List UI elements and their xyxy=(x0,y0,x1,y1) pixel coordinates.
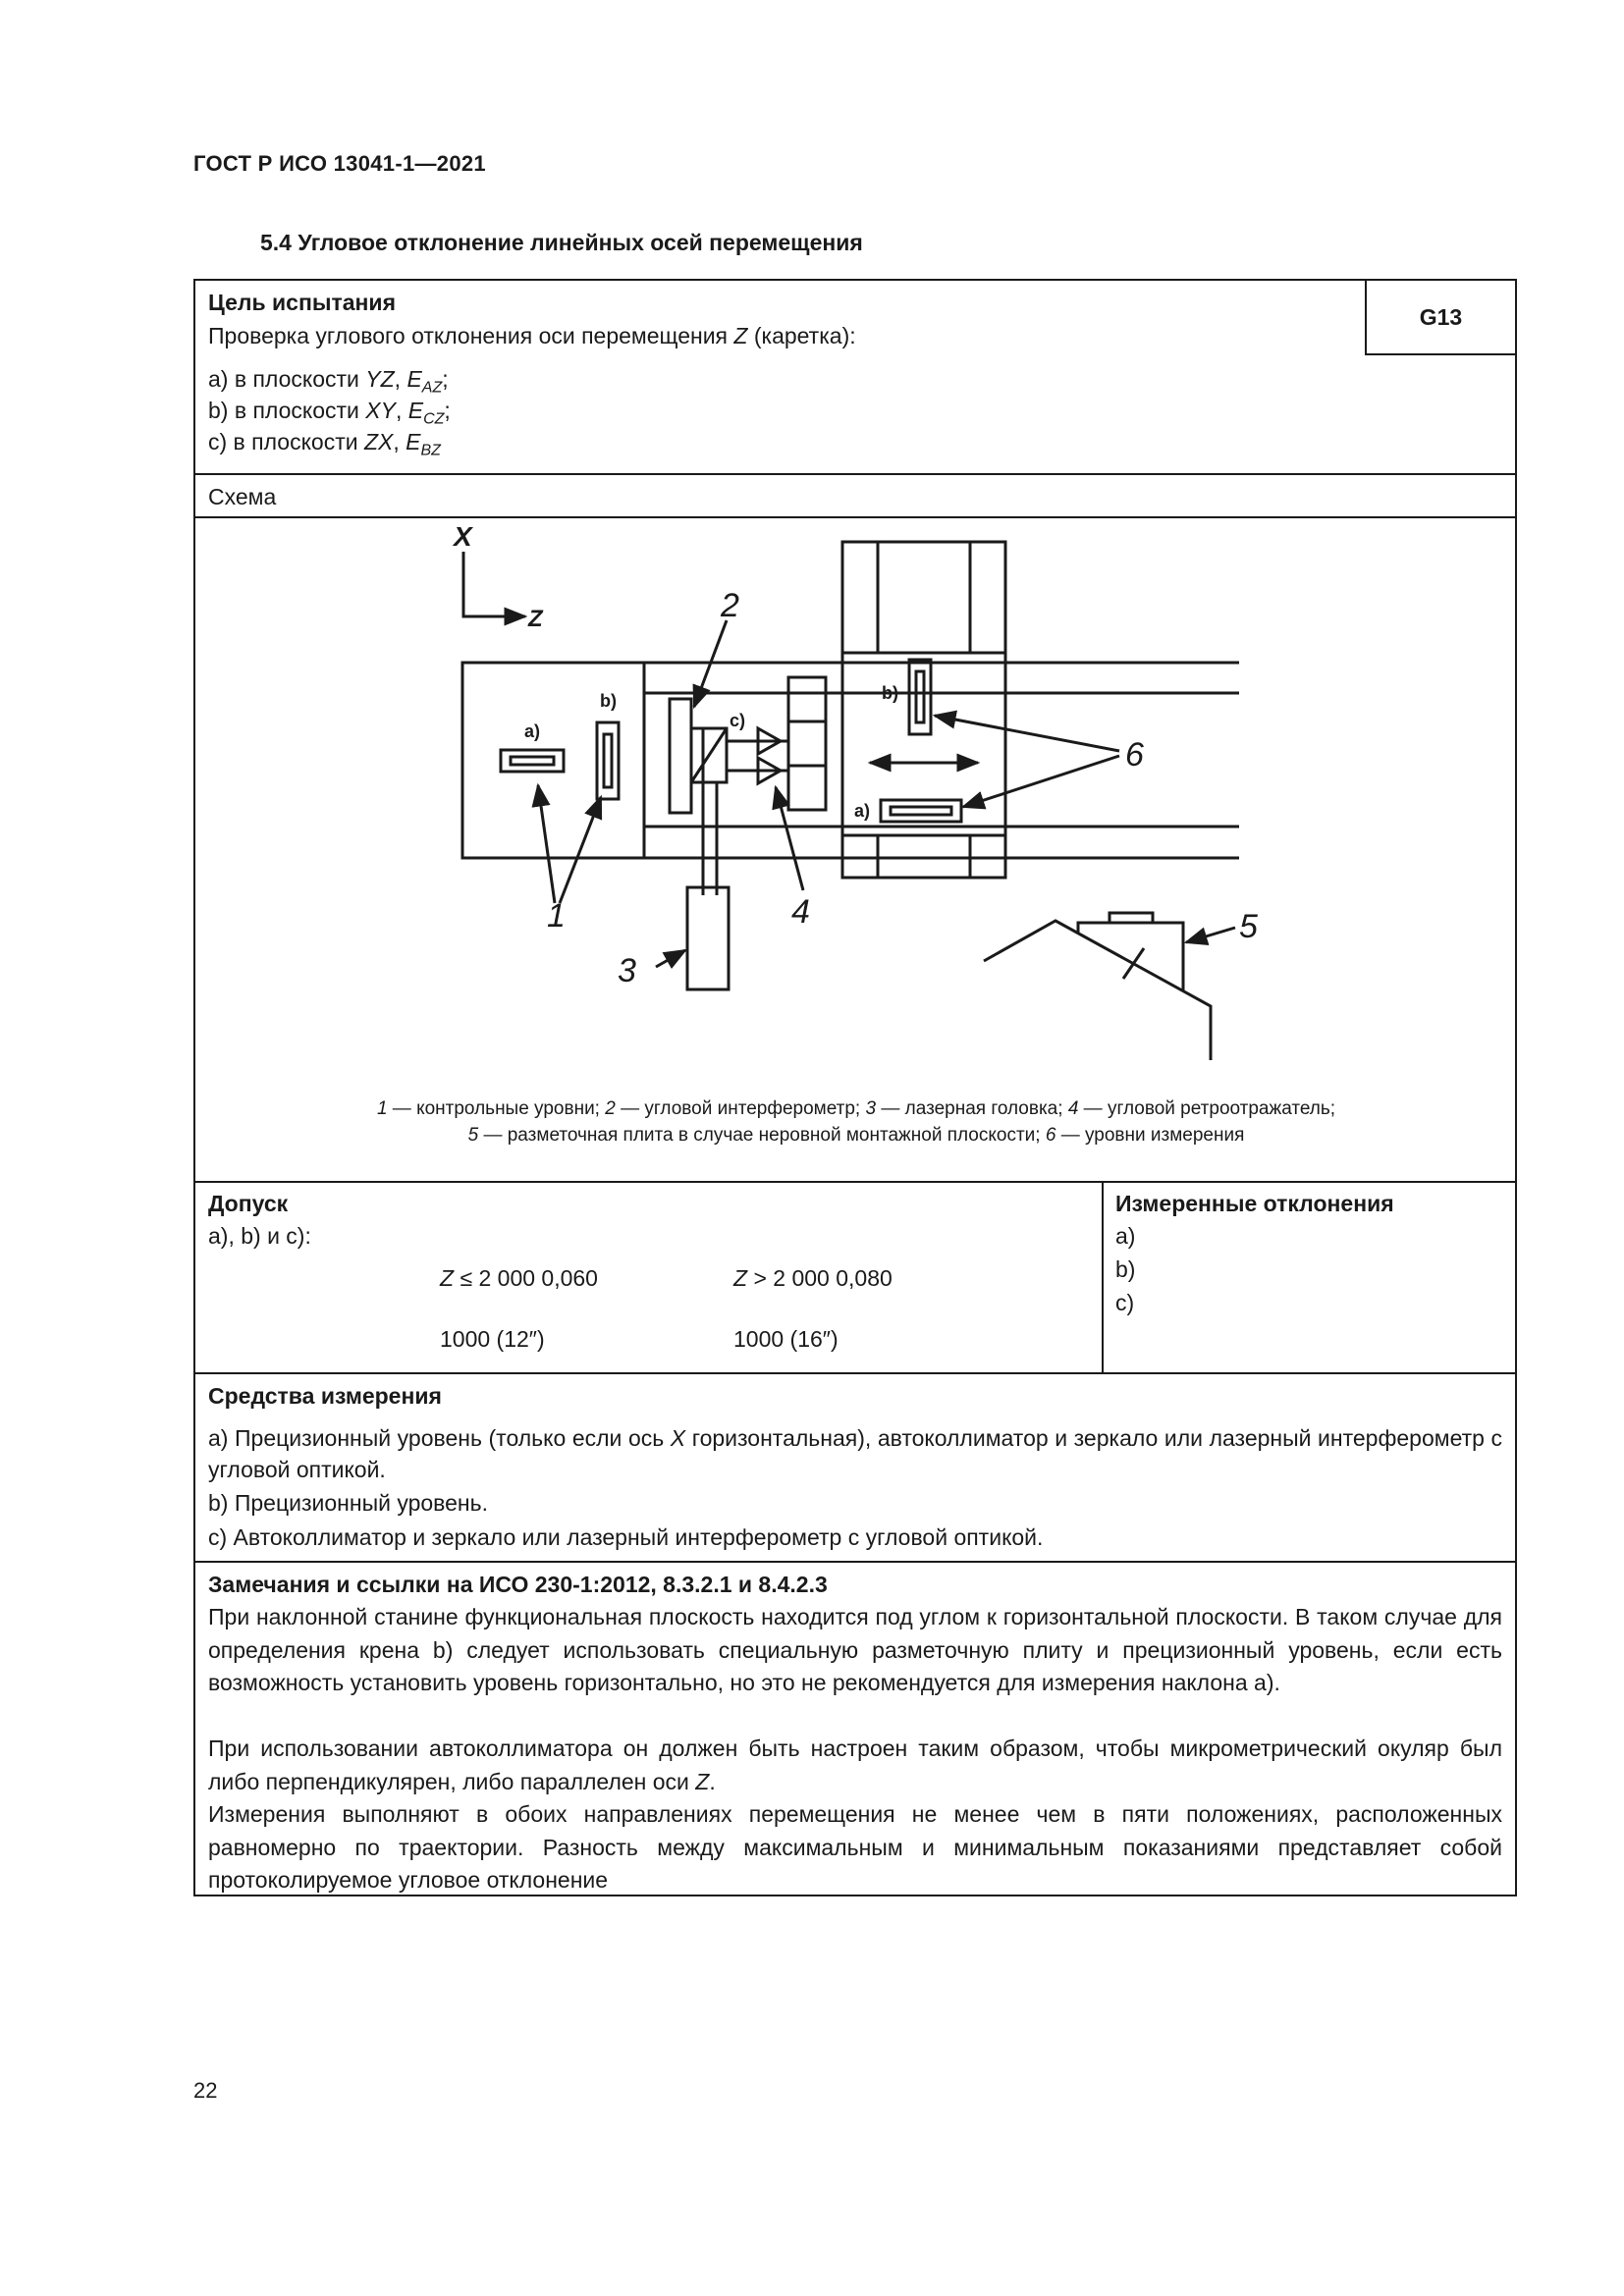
retroreflector-mount xyxy=(788,677,826,810)
laser-beams xyxy=(703,741,788,895)
divider-tolerance xyxy=(193,1372,1517,1374)
measurement-level-a xyxy=(881,800,961,822)
sublabel-meas-a: a) xyxy=(854,801,871,821)
callout-3: 3 xyxy=(618,952,636,989)
leader-5 xyxy=(1186,928,1235,942)
divider-tolerance-measured xyxy=(1102,1182,1104,1373)
leader-6 xyxy=(935,716,1119,751)
measured-item-a: a) xyxy=(1115,1223,1136,1249)
instruments-item-a: a) Прецизионный уровень (только если ось X горизонтальная), автоколлиматор и зеркало или лазерный интерферометр с угловой оптикой. xyxy=(208,1425,1502,1482)
axis-symbol: Z xyxy=(733,323,748,348)
page-number: 22 xyxy=(193,2078,218,2103)
callout-4: 4 xyxy=(791,893,810,931)
purpose-item-a: a) в плоскости YZ, $E_{AZ}$; xyxy=(208,366,449,397)
callout-2: 2 xyxy=(721,587,739,624)
sublabel-ref-b: b) xyxy=(600,691,617,711)
divider-instruments xyxy=(193,1561,1517,1563)
alignment-plate xyxy=(1078,923,1183,990)
sublabel-meas-b: b) xyxy=(882,683,898,703)
test-code: G13 xyxy=(1419,303,1463,330)
tolerance-heading: Допуск xyxy=(208,1191,289,1216)
document-code: ГОСТ Р ИСО 13041-1—2021 xyxy=(193,151,486,176)
remarks-heading: Замечания и ссылки на ИСО 230-1:2012, 8.3.2.1 и 8.4.2.3 xyxy=(208,1572,828,1597)
remarks-paragraph-1: При наклонной станине функциональная плоскость находится под углом к горизонтальной плоскости. В таком случае для определения крена b) следует использовать специальную разметочную плиту и прецизионный уровень, если есть возможность установить уровень горизонтально, но это не рекомендуется для измерения наклона a). xyxy=(208,1604,1502,1695)
callout-5: 5 xyxy=(1239,908,1258,945)
purpose-item-b: b) в плоскости XY, $E_{CZ}$; xyxy=(208,398,451,428)
purpose-intro: Проверка углового отклонения оси перемещения Z (каретка): xyxy=(208,323,856,348)
leader-3 xyxy=(656,950,685,967)
retroreflector-prisms xyxy=(758,728,781,783)
inclined-bed xyxy=(984,921,1211,1060)
tolerance-row1-right: Z > 2 000 0,080 xyxy=(733,1265,893,1291)
scheme-label: Схема xyxy=(208,484,277,509)
measured-item-b: b) xyxy=(1115,1256,1136,1282)
interferometer-housing xyxy=(670,699,691,813)
instruments-item-c: c) Автоколлиматор и зеркало или лазерный интерферометр с угловой оптикой. xyxy=(208,1524,1044,1550)
section-title: 5.4 Угловое отклонение линейных осей перемещения xyxy=(260,230,863,255)
laser-head xyxy=(687,887,729,989)
guideway-rails xyxy=(644,663,1239,858)
remarks-paragraph-2: При использовании автоколлиматора он должен быть настроен таким образом, чтобы микрометрический окуляр был либо перпендикулярен, либо параллелен оси Z. xyxy=(208,1735,1502,1794)
axis-x-line xyxy=(463,552,520,616)
tolerance-row1-left: Z ≤ 2 000 0,060 xyxy=(440,1265,598,1291)
measured-item-c: c) xyxy=(1115,1290,1135,1315)
purpose-heading: Цель испытания xyxy=(208,290,396,315)
tolerance-row2-left: 1000 (12″) xyxy=(440,1326,545,1352)
axis-x-label: X xyxy=(454,521,472,552)
callout-6: 6 xyxy=(1125,736,1144,774)
axis-z-label: Z xyxy=(528,606,543,632)
legend-line-1: 1 — контрольные уровни; 2 — угловой интерферометр; 3 — лазерная головка; 4 — угловой ретроотражатель; xyxy=(376,1098,1336,1119)
instruments-heading: Средства измерения xyxy=(208,1383,442,1409)
instruments-item-b: b) Прецизионный уровень. xyxy=(208,1490,488,1516)
remarks-paragraph-3: Измерения выполняют в обоих направлениях перемещения не менее чем в пяти положениях, расположенных равномерно по траектории. Разность между максимальным и минимальным показаниями представляет собой протоколируемое угловое отклонение xyxy=(208,1801,1502,1893)
tolerance-applies: a), b) и c): xyxy=(208,1223,311,1249)
tolerance-row2-right: 1000 (16″) xyxy=(733,1326,839,1352)
sublabel-ref-a: a) xyxy=(524,721,541,741)
legend-line-2: 5 — разметочная плита в случае неровной монтажной плоскости; 6 — уровни измерения xyxy=(467,1125,1245,1146)
leader-1 xyxy=(538,785,555,903)
sublabel-c: c) xyxy=(730,711,746,730)
callout-1: 1 xyxy=(547,897,566,934)
measured-heading: Измеренные отклонения xyxy=(1115,1191,1394,1216)
divider-scheme xyxy=(193,1181,1517,1183)
purpose-item-c: c) в плоскости ZX, $E_{BZ}$ xyxy=(208,429,441,459)
